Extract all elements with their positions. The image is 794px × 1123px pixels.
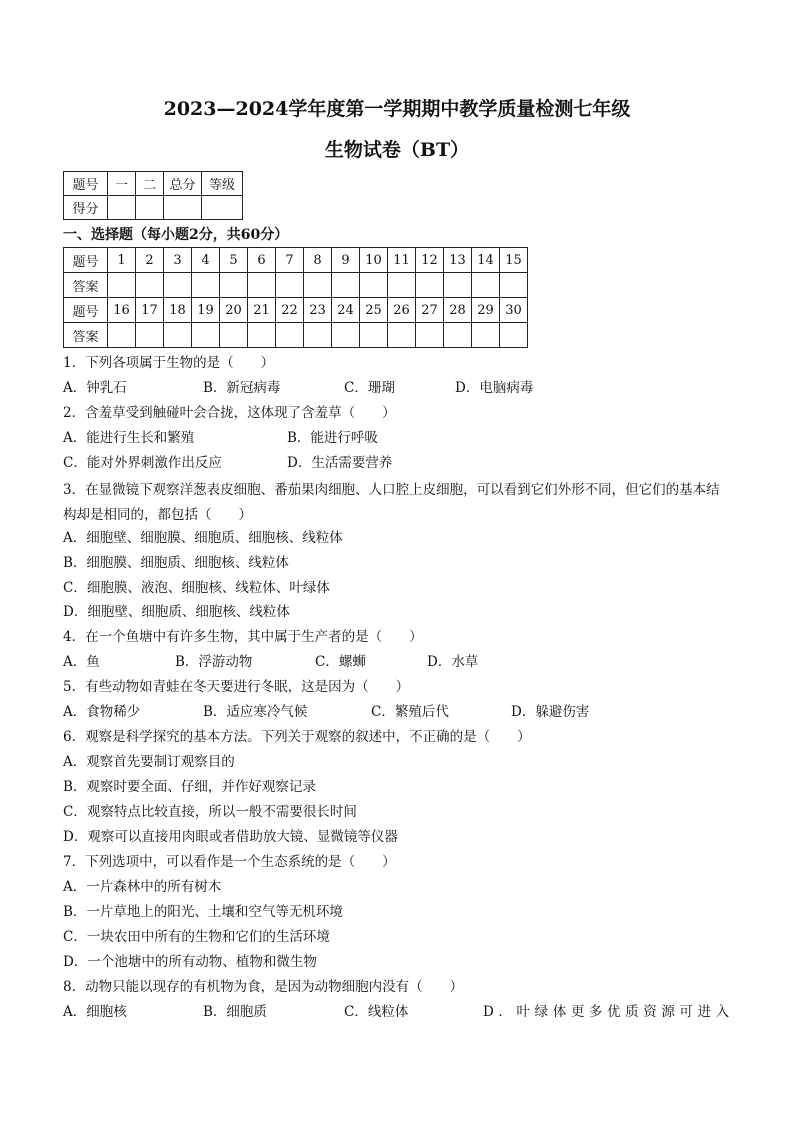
- answer-cell: [220, 273, 248, 298]
- option: A．能进行生长和繁殖: [63, 430, 195, 446]
- option: A．细胞壁、细胞膜、细胞质、细胞核、线粒体: [63, 530, 343, 546]
- answer-table-label: 题号: [64, 298, 108, 323]
- exam-title: 2023—2024学年度第一学期期中教学质量检测七年级: [163, 98, 631, 120]
- answer-cell: [500, 273, 528, 298]
- option: D．躲避伤害: [511, 704, 590, 720]
- option: A．一片森林中的所有树木: [63, 879, 222, 895]
- answer-cell: [108, 323, 136, 348]
- answer-cell: [220, 323, 248, 348]
- score-header-cell: 题号: [64, 172, 108, 196]
- score-header-cell: 等级: [202, 172, 243, 196]
- question-number-cell: 7: [276, 248, 304, 273]
- answer-cell: [304, 323, 332, 348]
- answer-cell: [276, 273, 304, 298]
- option: C．繁殖后代: [371, 704, 449, 720]
- option: D．观察可以直接用肉眼或者借助放大镜、显微镜等仪器: [63, 829, 398, 845]
- option: B．观察时要全面、仔细，并作好观察记录: [63, 779, 316, 795]
- option: A．食物稀少: [63, 704, 141, 720]
- question-stem: 2．含羞草受到触碰叶会合拢，这体现了含羞草（ ）: [63, 405, 396, 421]
- answer-cell: [136, 273, 164, 298]
- answer-cell: [248, 323, 276, 348]
- answer-cell: [500, 323, 528, 348]
- answer-cell: [332, 273, 360, 298]
- question-number-cell: 14: [472, 248, 500, 273]
- option: B．一片草地上的阳光、土壤和空气等无机环境: [63, 904, 343, 920]
- answer-cell: [192, 273, 220, 298]
- question-number-cell: 12: [416, 248, 444, 273]
- question-stem: 4．在一个鱼塘中有许多生物，其中属于生产者的是（ ）: [63, 629, 423, 645]
- question-stem: 7．下列选项中，可以看作是一个生态系统的是（ ）: [63, 854, 396, 870]
- option: A．细胞核: [63, 1004, 127, 1020]
- question-number-cell: 17: [136, 298, 164, 323]
- question-number-cell: 16: [108, 298, 136, 323]
- question-number-cell: 20: [220, 298, 248, 323]
- question-stem: 5．有些动物如青蛙在冬天要进行冬眠，这是因为（ ）: [63, 679, 410, 695]
- answer-cell: [388, 273, 416, 298]
- answer-table-label: 答案: [64, 323, 108, 348]
- answer-cell: [192, 323, 220, 348]
- answer-cell: [388, 323, 416, 348]
- answer-cell: [304, 273, 332, 298]
- question-number-cell: 30: [500, 298, 528, 323]
- score-cell: [202, 196, 243, 220]
- answer-cell: [248, 273, 276, 298]
- answer-cell: [444, 323, 472, 348]
- answer-cell: [136, 323, 164, 348]
- option: C．能对外界刺激作出反应: [63, 455, 222, 471]
- question-stem: 8．动物只能以现存的有机物为食，是因为动物细胞内没有（ ）: [63, 979, 464, 995]
- option: D．生活需要营养: [287, 455, 393, 471]
- option: D．一个池塘中的所有动物、植物和微生物: [63, 954, 317, 970]
- question-number-cell: 26: [388, 298, 416, 323]
- exam-subtitle: 生物试卷（BT）: [324, 139, 470, 161]
- question-number-cell: 9: [332, 248, 360, 273]
- score-cell: [108, 196, 136, 220]
- question-number-cell: 18: [164, 298, 192, 323]
- score-header-cell: 一: [108, 172, 136, 196]
- score-cell: [136, 196, 164, 220]
- option: C．一块农田中所有的生物和它们的生活环境: [63, 929, 330, 945]
- question-number-cell: 19: [192, 298, 220, 323]
- answer-cell: [472, 273, 500, 298]
- question-number-cell: 25: [360, 298, 388, 323]
- question-number-cell: 22: [276, 298, 304, 323]
- question-number-cell: 24: [332, 298, 360, 323]
- option: C．螺蛳: [315, 654, 366, 670]
- answer-cell: [108, 273, 136, 298]
- option: C．观察特点比较直接，所以一般不需要很长时间: [63, 804, 357, 820]
- answer-cell: [360, 323, 388, 348]
- answer-table-label: 题号: [64, 248, 108, 273]
- option: B．适应寒冷气候: [203, 704, 308, 720]
- option: C．珊瑚: [344, 380, 395, 396]
- answer-cell: [360, 273, 388, 298]
- answer-cell: [416, 273, 444, 298]
- option: D．电脑病毒: [455, 380, 534, 396]
- score-label-cell: 得分: [64, 196, 108, 220]
- option: D．水草: [427, 654, 479, 670]
- option: A．观察首先要制订观察目的: [63, 754, 235, 770]
- question-stem: 1．下列各项属于生物的是（ ）: [63, 355, 275, 371]
- answer-cell: [472, 323, 500, 348]
- question-number-cell: 4: [192, 248, 220, 273]
- question-number-cell: 8: [304, 248, 332, 273]
- score-cell: [164, 196, 202, 220]
- answer-table-label: 答案: [64, 273, 108, 298]
- score-header-cell: 二: [136, 172, 164, 196]
- question-number-cell: 29: [472, 298, 500, 323]
- answer-cell: [164, 273, 192, 298]
- question-number-cell: 6: [248, 248, 276, 273]
- answer-cell: [416, 323, 444, 348]
- option: B．细胞膜、细胞质、细胞核、线粒体: [63, 555, 289, 571]
- option: C．细胞膜、液泡、细胞核、线粒体、叶绿体: [63, 580, 330, 596]
- question-number-cell: 15: [500, 248, 528, 273]
- option: B．细胞质: [203, 1004, 267, 1020]
- question-number-cell: 2: [136, 248, 164, 273]
- question-number-cell: 23: [304, 298, 332, 323]
- option: D．叶绿体更多优质资源可进入: [483, 1004, 734, 1020]
- option: A．钟乳石: [63, 380, 127, 396]
- answer-cell: [332, 323, 360, 348]
- question-stem: 6．观察是科学探究的基本方法。下列关于观察的叙述中，不正确的是（ ）: [63, 729, 531, 745]
- question-number-cell: 5: [220, 248, 248, 273]
- question-number-cell: 13: [444, 248, 472, 273]
- option: B．浮游动物: [175, 654, 253, 670]
- question-number-cell: 28: [444, 298, 472, 323]
- answer-cell: [164, 323, 192, 348]
- score-header-cell: 总分: [164, 172, 202, 196]
- section-heading: 一、选择题（每小题2分，共60分）: [63, 227, 289, 243]
- option: A．鱼: [63, 654, 100, 670]
- option: B．能进行呼吸: [287, 430, 378, 446]
- question-number-cell: 27: [416, 298, 444, 323]
- answer-cell: [276, 323, 304, 348]
- question-number-cell: 11: [388, 248, 416, 273]
- question-number-cell: 3: [164, 248, 192, 273]
- option: D．细胞壁、细胞质、细胞核、线粒体: [63, 604, 290, 620]
- answer-table: [63, 247, 528, 348]
- option: C．线粒体: [344, 1004, 409, 1020]
- question-number-cell: 10: [360, 248, 388, 273]
- question-number-cell: 1: [108, 248, 136, 273]
- question-stem: 3．在显微镜下观察洋葱表皮细胞、番茄果肉细胞、人口腔上皮细胞，可以看到它们外形不同，但它们的基本结构却是相同的，都包括（ ）: [63, 482, 720, 523]
- answer-cell: [444, 273, 472, 298]
- option: B．新冠病毒: [203, 380, 281, 396]
- score-table: [63, 171, 243, 220]
- question-number-cell: 21: [248, 298, 276, 323]
